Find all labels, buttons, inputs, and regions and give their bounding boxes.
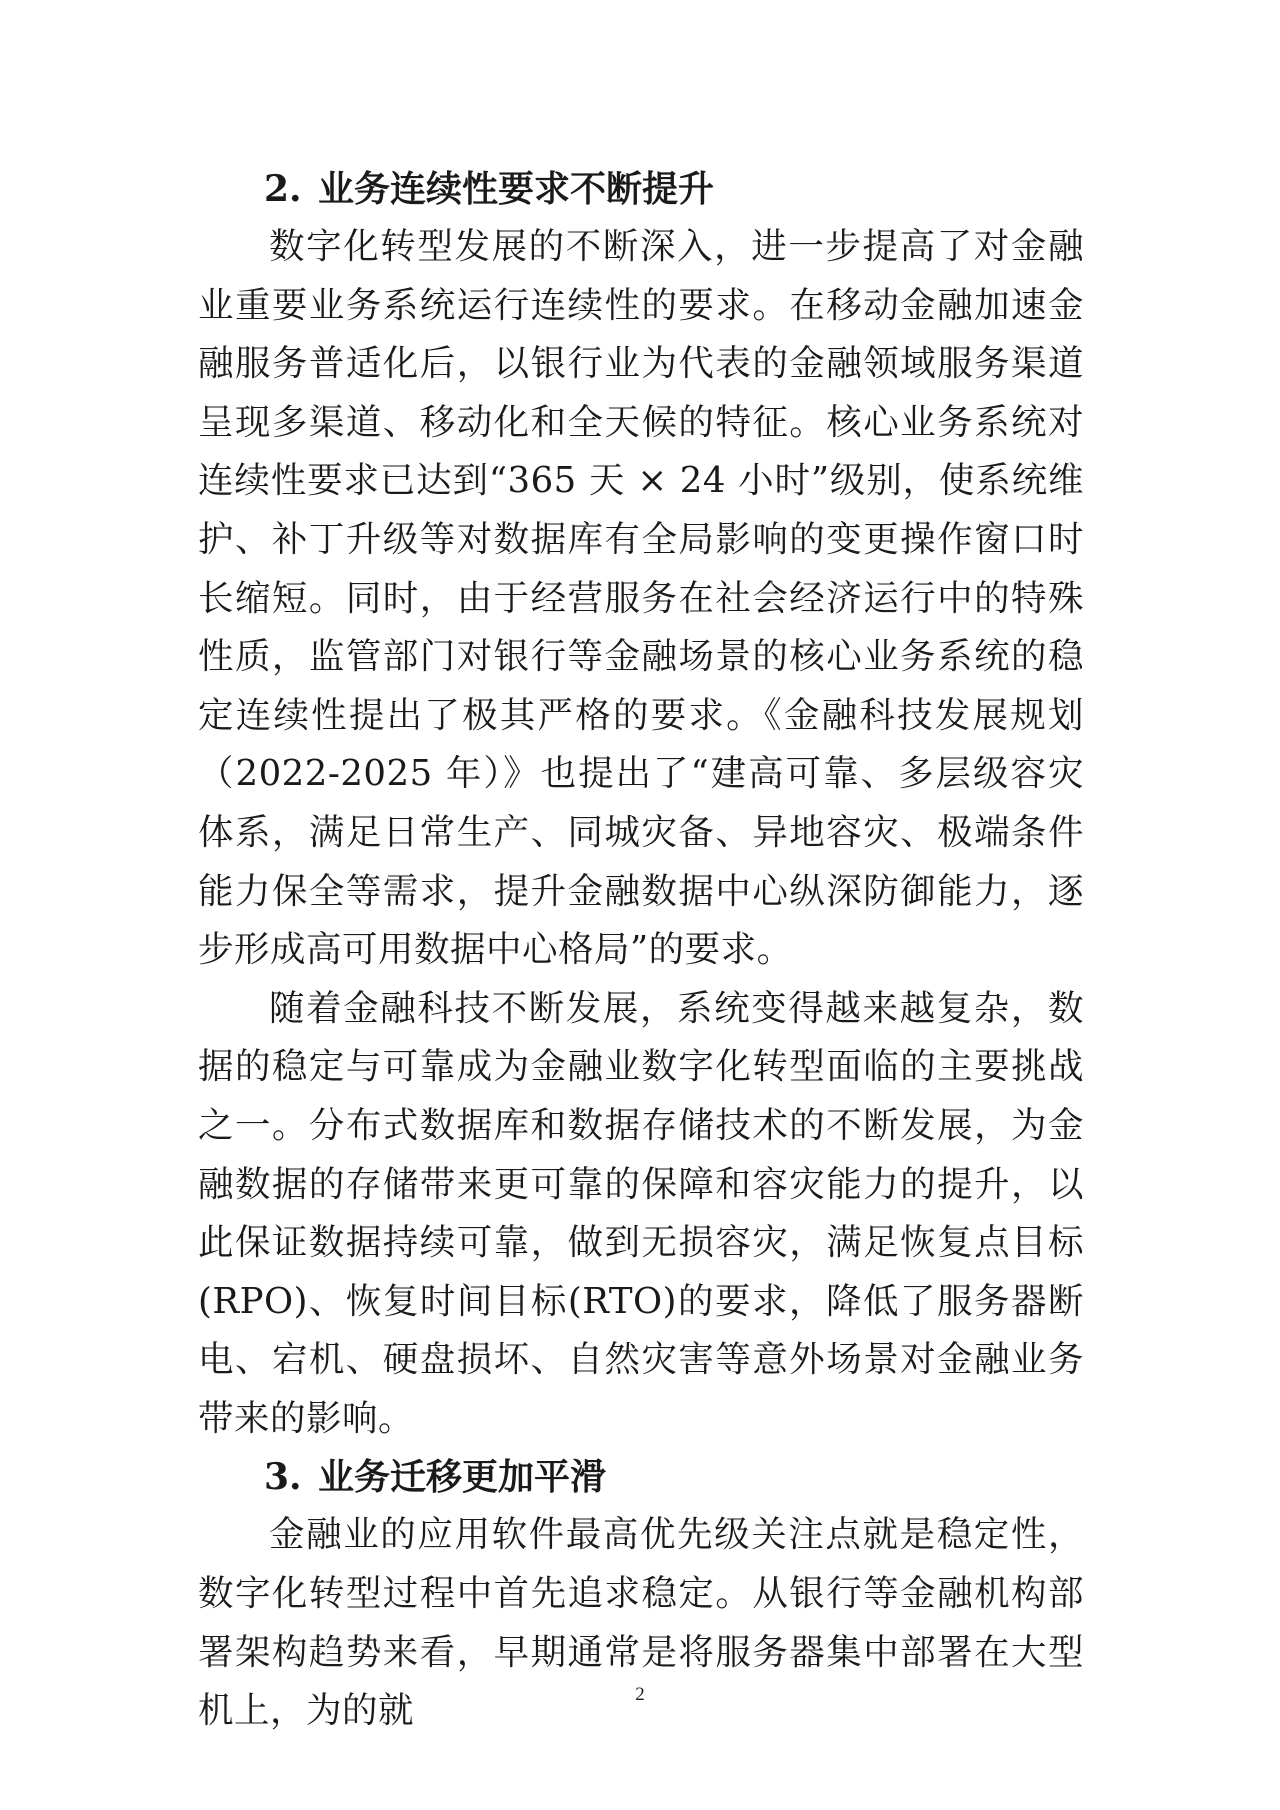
section-number: 2. bbox=[264, 168, 302, 210]
section-heading-2 bbox=[198, 160, 1084, 218]
paragraph: 金融业的应用软件最高优先级关注点就是稳定性，数字化转型过程中首先追求稳定。从银行等金融机构部署架构趋势来看，早期通常是将服务器集中部署在大型机上，为的就 bbox=[198, 1514, 1084, 1732]
section-title: 业务迁移更加平滑 bbox=[318, 1456, 607, 1499]
section-title: 业务连续性要求不断提升 bbox=[318, 168, 715, 210]
paragraph: 随着金融科技不断发展，系统变得越来越复杂，数据的稳定与可靠成为金融业数字化转型面临的主要挑战之一。分布式数据库和数据存储技术的不断发展，为金融数据的存储带来更可靠的保障和容灾能力的提升，以此保证数据持续可靠，做到无损容灾，满足恢复点目标(RPO)、恢复时间目标(RTO)的要求，降低了服务器断电、宕机、硬盘损坏、自然灾害等意外场景对金融业务带来的影响。 bbox=[198, 987, 1084, 1439]
section-number: 3. bbox=[264, 1456, 302, 1499]
section-heading-3 bbox=[198, 1448, 1084, 1506]
page-number: 2 bbox=[635, 1684, 645, 1705]
paragraph: 数字化转型发展的不断深入，进一步提高了对金融业重要业务系统运行连续性的要求。在移动金融加速金融服务普适化后，以银行业为代表的金融领域服务渠道呈现多渠道、移动化和全天候的特征。核心业务系统对连续性要求已达到“365 天 × 24 小时”级别，使系统维护、补丁升级等对数据库有全局影响的变更操作窗口时长缩短。同时，由于经营服务在社会经济运行中的特殊性质，监管部门对银行等金融场景的核心业务系统的稳定连续性提出了极其严格的要求。《金融科技发展规划（2022-2025 年）》也提出了“建高可靠、多层级容灾体系，满足日常生产、同城灾备、异地容灾、极端条件能力保全等需求，提升金融数据中心纵深防御能力，逐步形成高可用数据中心格局”的要求。 bbox=[198, 226, 1084, 971]
page-content bbox=[198, 160, 1084, 1741]
